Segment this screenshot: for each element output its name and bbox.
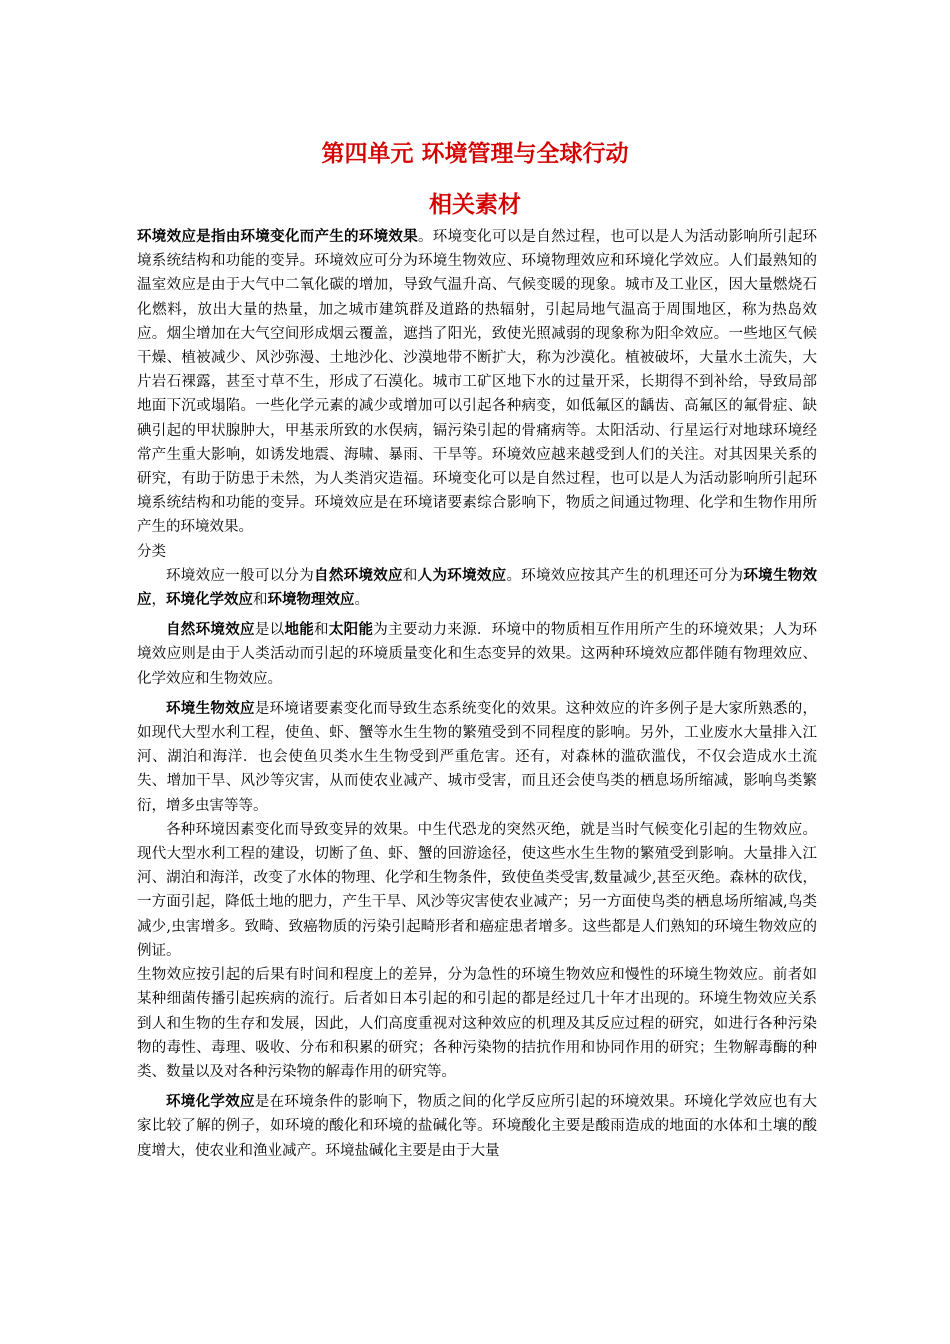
intro-paragraph xyxy=(137,225,817,540)
p2-term-geo: 地能 xyxy=(284,621,315,639)
paragraph-1 xyxy=(137,564,817,612)
paragraph-2 xyxy=(137,618,817,691)
p1-text-f: 和 xyxy=(253,592,268,609)
page-subtitle: 相关素材 xyxy=(429,192,521,218)
intro-lead: 环境效应是指由环境变化而产生的环境效果 xyxy=(137,228,418,245)
p2-text-a: 是以 xyxy=(254,622,285,639)
p1-text-a: 环境效应一般可以分为 xyxy=(166,567,315,584)
p2-term-natural: 自然环境效应 xyxy=(166,621,255,639)
p6-term-chem: 环境化学效应 xyxy=(166,1093,255,1111)
p1-term-chem: 环境化学效应 xyxy=(166,591,253,609)
paragraph-5: 生物效应按引起的后果有时间和程度上的差异，分为急性的环境生物效应和慢性的环境生物效应。前者如某种细菌传播引起疾病的流行。后者如日本引起的和引起的都是经过几十年才出现的。环境生物效应关系到人和生物的生存和发展，因此，人们高度重视对这种效应的机理及其反应过程的研究，如进行各种污染物的毒性、毒理、吸收、分布和积累的研究；各种污染物的拮抗作用和协同作用的研究；生物解毒酶的种类、数量以及对各种污染物的解毒作用的研究等。 xyxy=(137,967,817,1080)
p1-term-phys: 环境物理效应 xyxy=(267,591,355,609)
p6-text-a: 是在环境条件的影响下，物质之间的化学反应所引起的环境效果。环境化学效应也有大家比较了解的例子，如环境的酸化和环境的盐碱化等。环境酸化主要是酸雨造成的地面的水体和土壤的酸度增大，使农业和渔业减产。环境盐碱化主要是由于大量 xyxy=(137,1094,818,1159)
p2-text-d: 为主要动力来源．环境中的物质相互作用所产生的环境效果；人为环境效应则是由于人类活动而引起的环境质量变化和生态变异的效果。这两种环境效应都伴随有物理效应、化学效应和生物效应。 xyxy=(137,622,818,687)
p1-term-natural: 自然环境效应 xyxy=(314,566,403,584)
paragraph-4: 各种环境因素变化而导致变异的效果。中生代恐龙的突然灭绝，就是当时气候变化引起的生物效应。现代大型水利工程的建设，切断了鱼、虾、蟹的回游途径，使这些水生生物的繁殖受到影响。大量排入江河、湖泊和海洋，改变了水体的物理、化学和生物条件，致使鱼类受害,数量减少,甚至灭绝。森林的砍伐，一方面引起，降低土地的肥力，产生干旱、风沙等灾害使农业减产；另一方面使鸟类的栖息场所缩减,鸟类减少,虫害增多。致畸、致癌物质的污染引起畸形者和癌症患者增多。这些都是人们熟知的环境生物效应的例证。 xyxy=(137,821,817,959)
intro-text: 。环境变化可以是自然过程，也可以是人为活动影响所引起环境系统结构和功能的变异。环境效应可分为环境生物效应、环境物理效应和环境化学效应。人们最熟知的温室效应是由于大气中二氧化碳的增加，导致气温升高、气候变暖的现象。城市及工业区，因大量燃烧石化燃料，放出大量的热量，加之城市建筑群及道路的热辐射，引起局地气温高于周围地区，称为热岛效应。烟尘增加在大气空间形成烟云覆盖，遮挡了阳光，致使光照减弱的现象称为阳伞效应。一些地区气候干燥、植被减少、风沙弥漫、土地沙化、沙漠地带不断扩大，称为沙漠化。植被破坏，大量水土流失，大片岩石裸露，甚至寸草不生，形成了石漠化。城市工矿区地下水的过量开采，长期得不到补给，导致局部地面下沉或塌陷。一些化学元素的减少或增加可以引起各种病变，如低氟区的龋齿、高氟区的氟骨症、缺碘引起的甲状腺肿大，甲基汞所致的水俣病，镉污染引起的骨痛病等。太阳活动、行星运行对地球环境经常产生重大影响，如诱发地震、海啸、暴雨、干旱等。环境效应越来越受到人们的关注。对其因果关系的研究，有助于防患于未然，为人类消灾造福。环境变化可以是自然过程，也可以是人为活动影响所引起环境系统结构和功能的变异。环境效应是在环境诸要素综合影响下，物质之间通过物理、化学和生物作用所产生的环境效果。 xyxy=(137,229,818,536)
paragraph-6 xyxy=(137,1090,817,1163)
p1-text-g: 。 xyxy=(354,592,369,609)
classify-label: 分类 xyxy=(137,543,166,560)
p2-term-solar: 太阳能 xyxy=(328,621,374,639)
page-title: 第四单元 环境管理与全球行动 xyxy=(321,141,629,167)
p1-text-e: ， xyxy=(151,592,166,609)
p1-term-human: 人为环境效应 xyxy=(417,566,507,584)
p1-text-d: 。环境效应按其产生的机理还可分为 xyxy=(506,567,744,584)
p2-text-c: 和 xyxy=(314,622,329,639)
p1-term-bio: 环境生物效应 xyxy=(137,566,818,609)
document-body xyxy=(137,225,817,1163)
p3-term-bio: 环境生物效应 xyxy=(166,699,255,717)
paragraph-3 xyxy=(137,697,817,818)
p1-text-c: 和 xyxy=(402,567,418,584)
p3-text-a: 是环境诸要素变化而导致生态系统变化的效果。这种效应的许多例子是大家所熟悉的，如现代大型水利工程，使鱼、虾、蟹等水生生物的繁殖受到不同程度的影响。另外，工业废水大量排入江河、湖泊和海洋．也会使鱼贝类水生生物受到严重危害。还有，对森林的滥砍滥伐，不仅会造成水土流失、增加干旱、风沙等灾害，从而使农业减产、城市受害，而且还会使鸟类的栖息场所缩减，影响鸟类繁衍，增多虫害等等。 xyxy=(137,700,818,814)
